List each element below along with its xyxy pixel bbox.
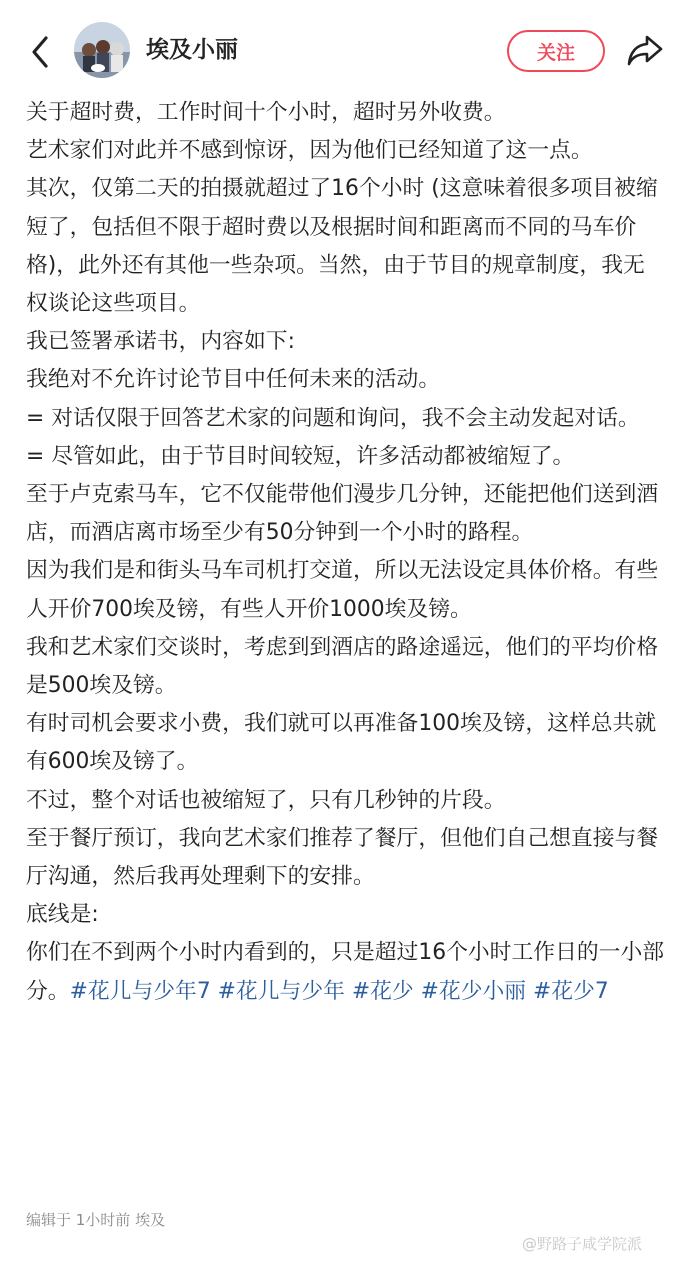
paragraph-text: 你们在不到两个小时内看到的，只是超过16个小时工作日的一小部分。 — [26, 940, 665, 1004]
paragraph: 我和艺术家们交谈时，考虑到到酒店的路途遥远，他们的平均价格是500埃及镑。 — [26, 634, 659, 699]
hashtag-link[interactable]: #花少小丽 — [420, 978, 527, 1004]
paragraph: = 对话仅限于回答艺术家的问题和询问，我不会主动发起对话。 — [26, 405, 640, 431]
paragraph: 有时司机会要求小费，我们就可以再准备100埃及镑，这样总共就有600埃及镑了。 — [26, 711, 657, 775]
paragraph-with-hashtags — [26, 934, 666, 1010]
hashtag-link[interactable]: #花少 — [351, 978, 414, 1004]
post-meta — [26, 1208, 165, 1232]
hashtag-link[interactable]: #花儿与少年 — [217, 978, 345, 1004]
paragraph: = 尽管如此，由于节目时间较短，许多活动都被缩短了。 — [26, 443, 575, 469]
share-icon[interactable] — [625, 30, 665, 70]
hashtag-link[interactable]: #花儿与少年7 — [69, 978, 211, 1004]
post-content — [26, 94, 666, 1011]
paragraph: 至于卢克索马车，它不仅能带他们漫步几分钟，还能把他们送到酒店，而酒店离市场至少有50分钟到一个小时的路程。 — [26, 482, 659, 546]
paragraph: 至于餐厅预订，我向艺术家们推荐了餐厅，但他们自己想直接与餐厅沟通，然后我再处理剩下的安排。 — [26, 825, 659, 890]
paragraph: 底线是: — [26, 902, 99, 928]
hashtag-link[interactable]: #花少7 — [533, 978, 609, 1004]
paragraph: 其次，仅第二天的拍摄就超过了16个小时 (这意味着很多项目被缩短了，包括但不限于超时费以及根据时间和距离而不同的马车价格)，此外还有其他一些杂项。当然，由于节目的规章制度，我无权谈论这些项目。 — [26, 176, 658, 317]
paragraph: 艺术家们对此并不感到惊讶，因为他们已经知道了这一点。 — [26, 138, 593, 164]
back-arrow-icon[interactable] — [22, 30, 58, 74]
avatar[interactable] — [74, 22, 130, 78]
paragraph: 不过，整个对话也被缩短了，只有几秒钟的片段。 — [26, 787, 506, 813]
follow-button[interactable]: 关注 — [507, 30, 605, 72]
paragraph: 因为我们是和街头马车司机打交道，所以无法设定具体价格。有些人开价700埃及镑，有些人开价1000埃及镑。 — [26, 558, 659, 622]
username[interactable]: 埃及小丽 — [146, 37, 238, 63]
top-bar — [0, 0, 690, 100]
location: 埃及 — [135, 1211, 166, 1229]
paragraph: 关于超时费，工作时间十个小时，超时另外收费。 — [26, 100, 506, 125]
watermark: @野路子咸学院派 — [522, 1235, 643, 1253]
paragraph: 我已签署承诺书，内容如下: — [26, 329, 295, 355]
paragraph: 我绝对不允许讨论节目中任何未来的活动。 — [26, 367, 441, 393]
edit-time: 编辑于 1小时前 — [26, 1211, 131, 1229]
